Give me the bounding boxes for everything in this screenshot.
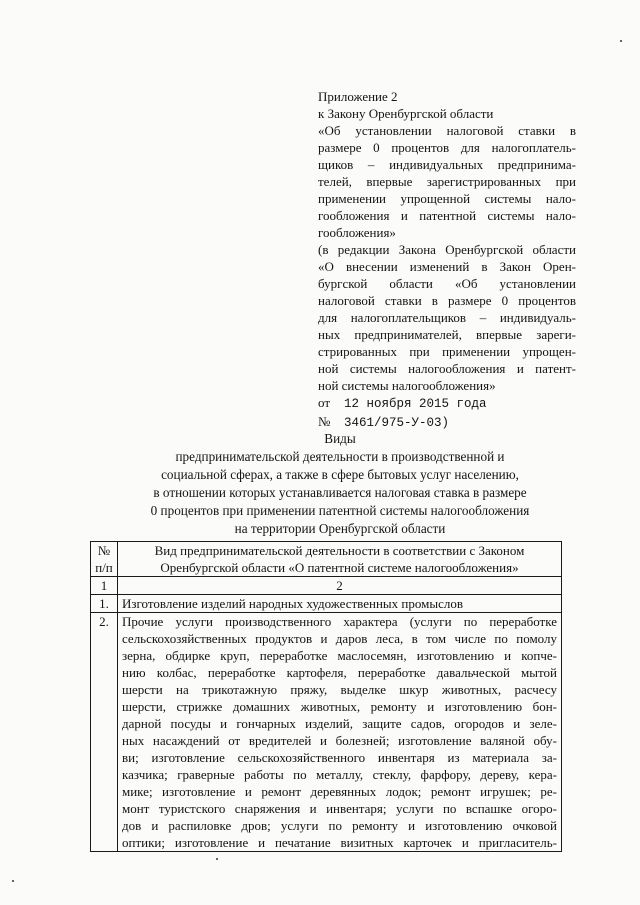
appendix-line: гообложения» bbox=[318, 225, 396, 240]
appendix-line: ной системы налогообложения и патент- bbox=[318, 361, 576, 376]
row-text bbox=[118, 613, 562, 852]
row-line: нию колбас, переработке картофеля, переработке давальческой мытой bbox=[122, 665, 557, 680]
row-line: зерна, обдирке круп, переработке маслосемян, изготовлению и копче- bbox=[122, 648, 557, 663]
table-header-row bbox=[91, 542, 562, 577]
row-line: монт туристского снаряжения и инвентаря; услуги по вспашке огоро- bbox=[122, 801, 557, 816]
appendix-line: ной системы налогообложения» bbox=[318, 378, 496, 393]
table-row bbox=[91, 613, 562, 852]
appendix-line: бургской области «Об установлении bbox=[318, 276, 576, 291]
row-line: Прочие услуги производственного характера (услуги по переработке bbox=[122, 614, 557, 629]
law-number: 3461/975-У-03) bbox=[344, 416, 450, 430]
appendix-line: применении упрощенной системы нало- bbox=[318, 191, 576, 206]
table-row bbox=[91, 595, 562, 613]
row-line: шерсти, стрижке домашних животных, ремонту и изготовлению бон- bbox=[122, 699, 557, 714]
header-kind bbox=[118, 542, 562, 577]
appendix-line: «О внесении изменений в Закон Орен- bbox=[318, 259, 576, 274]
row-line: дарной посуды и гончарных изделий, защите садов, огородов и зеле- bbox=[122, 716, 557, 731]
appendix-line: налоговой ставки в размере 0 процентов bbox=[318, 293, 576, 308]
header-kind-line: Оренбургской области «О патентной системе налогообложения» bbox=[160, 560, 519, 575]
title-line: Виды bbox=[324, 431, 356, 446]
header-kind-line: Вид предпринимательской деятельности в соответствии с Законом bbox=[154, 543, 525, 558]
number-label: № bbox=[318, 414, 331, 429]
appendix-line: щиков – индивидуальных предпринима- bbox=[318, 157, 576, 172]
column-index-row bbox=[91, 577, 562, 595]
column-index: 1 bbox=[91, 577, 118, 595]
row-line: ных насаждений от вредителей и болезней; изготовление валяной обу- bbox=[122, 733, 557, 748]
appendix-line: ных предпринимателей, впервые зареги- bbox=[318, 327, 576, 342]
title-line: в отношении которых устанавливается налоговая ставка в размере bbox=[153, 485, 527, 500]
appendix-line: для налогоплательщиков – индивидуаль- bbox=[318, 310, 576, 325]
header-number bbox=[91, 542, 118, 577]
document-title bbox=[70, 430, 610, 538]
row-line: шерсти на трикотажную пряжу, выделке шкур животных, расчесу bbox=[122, 682, 557, 697]
row-line: оптики; изготовление и печатание визитных карточек и пригласитель- bbox=[122, 835, 557, 850]
law-date: 12 ноября 2015 года bbox=[344, 397, 487, 411]
appendix-header bbox=[318, 88, 576, 432]
appendix-line: Приложение 2 bbox=[318, 89, 398, 104]
row-number: 2. bbox=[91, 613, 118, 852]
appendix-line: гообложения и патентной системы нало- bbox=[318, 208, 576, 223]
law-date-row bbox=[318, 394, 576, 413]
row-line: Изготовление изделий народных художественных промыслов bbox=[122, 596, 463, 611]
scan-speck bbox=[12, 880, 14, 882]
row-line: дов и распиловке дров; услуги по ремонту и изготовлению очковой bbox=[122, 818, 557, 833]
appendix-line: (в редакции Закона Оренбургской области bbox=[318, 242, 576, 257]
date-label: от bbox=[318, 395, 331, 410]
header-number-line: п/п bbox=[95, 560, 113, 575]
appendix-line: телей, впервые зарегистрированных при bbox=[318, 174, 576, 189]
row-line: ви; изготовление сельскохозяйственного инвентаря из материала за- bbox=[122, 750, 557, 765]
row-line: мике; изготовление и ремонт деревянных лодок; ремонт игрушек; ре- bbox=[122, 784, 557, 799]
row-line: казчика; граверные работы по металлу, стеклу, фарфору, дереву, кера- bbox=[122, 767, 557, 782]
appendix-line: стрированных при применении упрощен- bbox=[318, 344, 576, 359]
activity-table bbox=[90, 541, 562, 852]
column-index: 2 bbox=[118, 577, 562, 595]
appendix-line: к Закону Оренбургской области bbox=[318, 106, 494, 121]
title-line: 0 процентов при применении патентной системы налогообложения bbox=[150, 503, 530, 518]
title-line: социальной сферах, а также в сфере бытовых услуг населению, bbox=[161, 467, 519, 482]
title-line: предпринимательской деятельности в производственной и bbox=[175, 449, 505, 464]
appendix-line: размере 0 процентов для налогоплатель- bbox=[318, 140, 576, 155]
row-line: сельскохозяйственных продуктов и даров леса, в том числе по помолу bbox=[122, 631, 557, 646]
row-number: 1. bbox=[91, 595, 118, 613]
appendix-line: «Об установлении налоговой ставки в bbox=[318, 123, 576, 138]
row-text bbox=[118, 595, 562, 613]
scan-speck bbox=[620, 40, 622, 42]
title-line: на территории Оренбургской области bbox=[234, 521, 446, 536]
scan-speck bbox=[216, 858, 218, 860]
header-number-line: № bbox=[97, 543, 111, 558]
